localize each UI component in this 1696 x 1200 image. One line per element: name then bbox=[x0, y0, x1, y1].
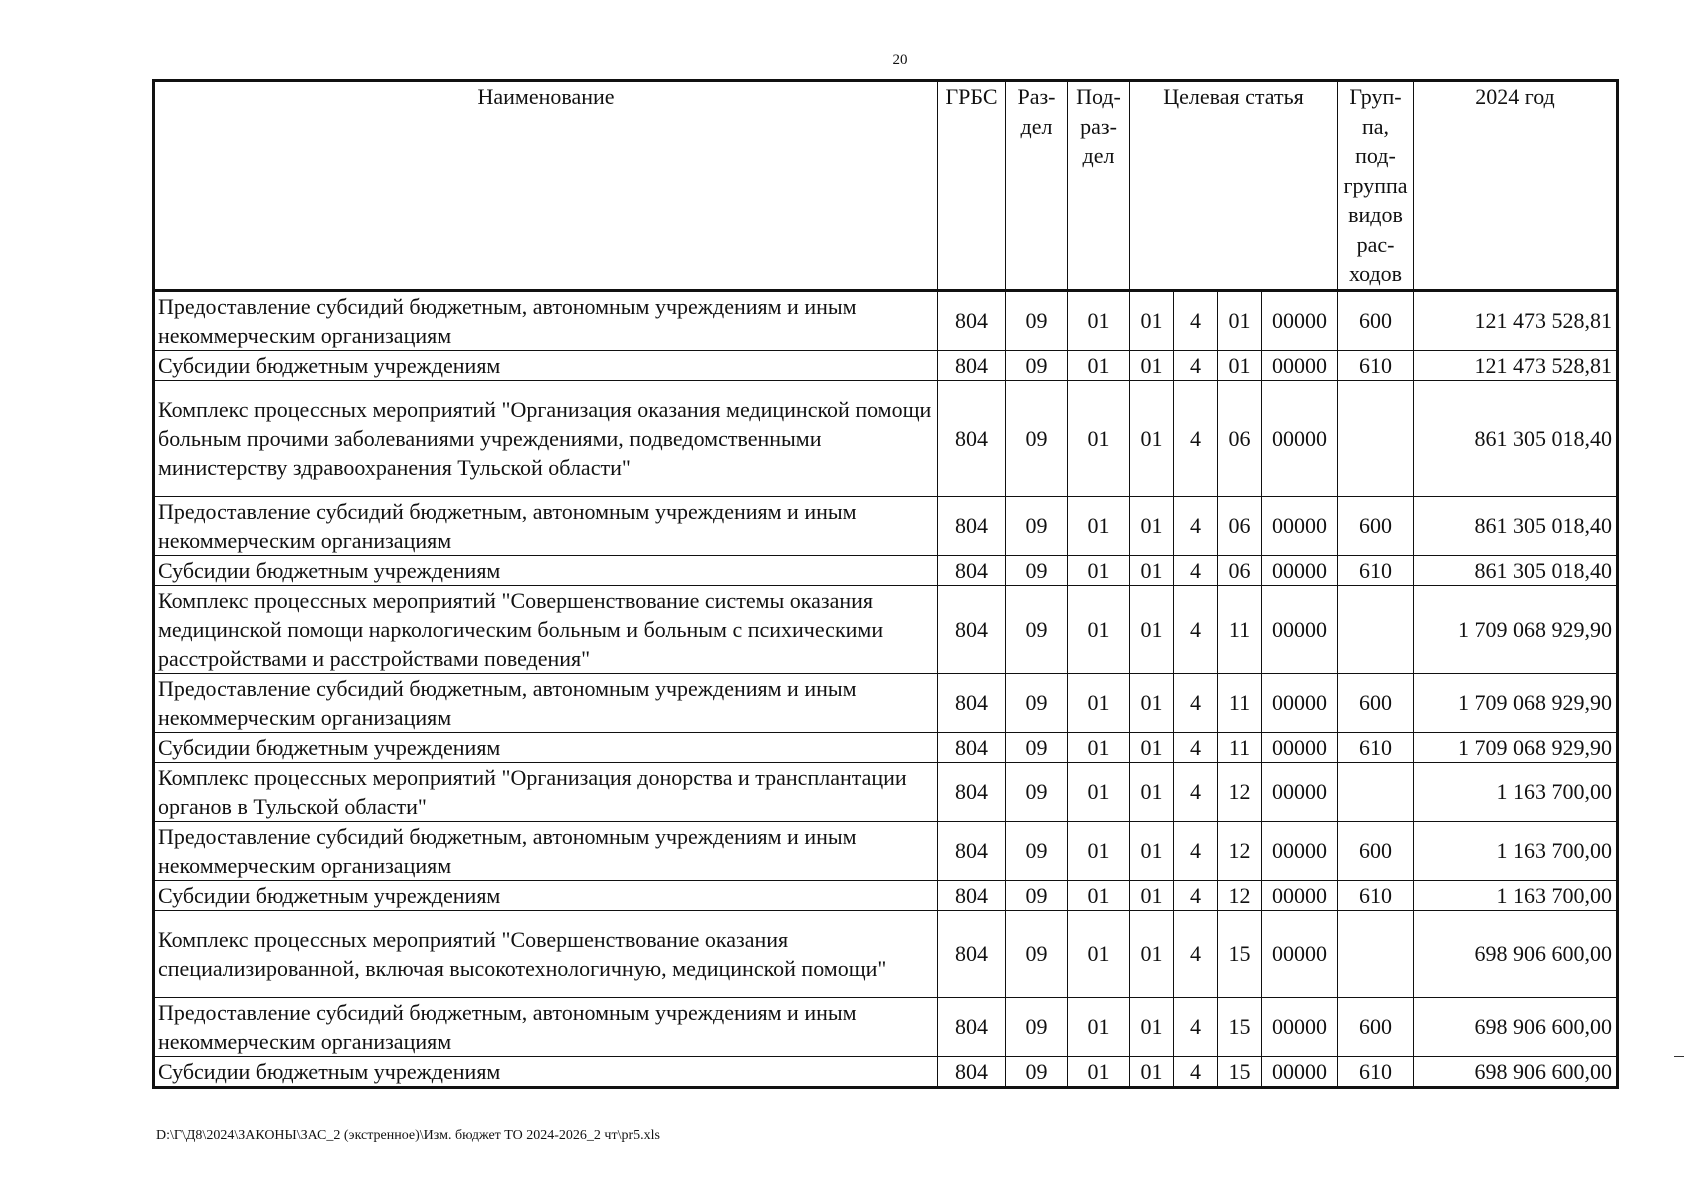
cell-name: Предоставление субсидий бюджетным, автономным учреждениям и иным некоммерческим организациям bbox=[154, 496, 938, 555]
cell-podrazdel: 01 bbox=[1068, 880, 1130, 910]
cell-target-complex: 11 bbox=[1218, 585, 1262, 673]
cell-amount-2024: 1 163 700,00 bbox=[1414, 821, 1618, 880]
cell-podrazdel: 01 bbox=[1068, 1056, 1130, 1087]
cell-name: Комплекс процессных мероприятий "Организация оказания медицинской помощи больным прочими заболеваниями учреждениями, подведомственными министерству здравоохранения Тульской области" bbox=[154, 380, 938, 496]
cell-name: Субсидии бюджетным учреждениям bbox=[154, 1056, 938, 1087]
cell-podrazdel: 01 bbox=[1068, 380, 1130, 496]
cell-target-program: 01 bbox=[1130, 1056, 1174, 1087]
cell-target-complex: 11 bbox=[1218, 732, 1262, 762]
header-target-article: Целевая статья bbox=[1130, 81, 1338, 291]
cell-razdel: 09 bbox=[1006, 762, 1068, 821]
cell-amount-2024: 698 906 600,00 bbox=[1414, 1056, 1618, 1087]
cell-name: Предоставление субсидий бюджетным, автономным учреждениям и иным некоммерческим организациям bbox=[154, 821, 938, 880]
cell-podrazdel: 01 bbox=[1068, 997, 1130, 1056]
cell-podrazdel: 01 bbox=[1068, 732, 1130, 762]
cell-target-type: 4 bbox=[1174, 821, 1218, 880]
cell-grbs: 804 bbox=[938, 762, 1006, 821]
cell-target-program: 01 bbox=[1130, 673, 1174, 732]
cell-target-complex: 12 bbox=[1218, 762, 1262, 821]
cell-podrazdel: 01 bbox=[1068, 555, 1130, 585]
cell-name: Комплекс процессных мероприятий "Совершенствование системы оказания медицинской помощи наркологическим больным и больным с психическими расстройствами и расстройствами поведения" bbox=[154, 585, 938, 673]
table-row bbox=[154, 821, 1618, 880]
header-grbs: ГРБС bbox=[938, 81, 1006, 291]
cell-target-type: 4 bbox=[1174, 880, 1218, 910]
cell-expense-group: 610 bbox=[1338, 555, 1414, 585]
cell-target-complex: 01 bbox=[1218, 350, 1262, 380]
cell-target-direction: 00000 bbox=[1262, 997, 1338, 1056]
cell-grbs: 804 bbox=[938, 997, 1006, 1056]
cell-razdel: 09 bbox=[1006, 555, 1068, 585]
cell-target-complex: 15 bbox=[1218, 997, 1262, 1056]
cell-razdel: 09 bbox=[1006, 1056, 1068, 1087]
cell-target-type: 4 bbox=[1174, 732, 1218, 762]
cell-name: Субсидии бюджетным учреждениям bbox=[154, 880, 938, 910]
cell-grbs: 804 bbox=[938, 673, 1006, 732]
cell-target-type: 4 bbox=[1174, 910, 1218, 997]
cell-expense-group: 600 bbox=[1338, 997, 1414, 1056]
cell-amount-2024: 861 305 018,40 bbox=[1414, 555, 1618, 585]
cell-name: Предоставление субсидий бюджетным, автономным учреждениям и иным некоммерческим организациям bbox=[154, 290, 938, 350]
cell-razdel: 09 bbox=[1006, 290, 1068, 350]
cell-podrazdel: 01 bbox=[1068, 290, 1130, 350]
cell-grbs: 804 bbox=[938, 880, 1006, 910]
cell-razdel: 09 bbox=[1006, 732, 1068, 762]
cell-grbs: 804 bbox=[938, 1056, 1006, 1087]
table-row bbox=[154, 380, 1618, 496]
cell-razdel: 09 bbox=[1006, 350, 1068, 380]
cell-name: Субсидии бюджетным учреждениям bbox=[154, 732, 938, 762]
cell-expense-group bbox=[1338, 585, 1414, 673]
table-row bbox=[154, 1056, 1618, 1087]
cell-expense-group: 600 bbox=[1338, 290, 1414, 350]
cell-name: Предоставление субсидий бюджетным, автономным учреждениям и иным некоммерческим организациям bbox=[154, 673, 938, 732]
cell-amount-2024: 1 709 068 929,90 bbox=[1414, 732, 1618, 762]
cell-target-program: 01 bbox=[1130, 555, 1174, 585]
cell-grbs: 804 bbox=[938, 821, 1006, 880]
header-row bbox=[154, 81, 1618, 291]
header-podrazdel: Под- раз- дел bbox=[1068, 81, 1130, 291]
table-row bbox=[154, 732, 1618, 762]
table-row bbox=[154, 290, 1618, 350]
cell-target-program: 01 bbox=[1130, 910, 1174, 997]
cell-target-type: 4 bbox=[1174, 585, 1218, 673]
cell-target-type: 4 bbox=[1174, 997, 1218, 1056]
cell-amount-2024: 121 473 528,81 bbox=[1414, 290, 1618, 350]
cell-target-direction: 00000 bbox=[1262, 880, 1338, 910]
cell-target-complex: 15 bbox=[1218, 910, 1262, 997]
cell-target-direction: 00000 bbox=[1262, 555, 1338, 585]
table-row bbox=[154, 673, 1618, 732]
cell-grbs: 804 bbox=[938, 496, 1006, 555]
cell-name: Комплекс процессных мероприятий "Совершенствование оказания специализированной, включая высокотехнологичную, медицинской помощи" bbox=[154, 910, 938, 997]
cell-podrazdel: 01 bbox=[1068, 585, 1130, 673]
cell-target-complex: 06 bbox=[1218, 380, 1262, 496]
cell-target-program: 01 bbox=[1130, 350, 1174, 380]
cell-target-complex: 12 bbox=[1218, 821, 1262, 880]
cell-razdel: 09 bbox=[1006, 880, 1068, 910]
cell-target-direction: 00000 bbox=[1262, 821, 1338, 880]
cell-grbs: 804 bbox=[938, 380, 1006, 496]
cell-expense-group: 600 bbox=[1338, 821, 1414, 880]
header-razdel: Раз- дел bbox=[1006, 81, 1068, 291]
table-row bbox=[154, 585, 1618, 673]
cell-target-direction: 00000 bbox=[1262, 290, 1338, 350]
budget-table bbox=[152, 79, 1619, 1089]
cell-target-program: 01 bbox=[1130, 997, 1174, 1056]
cell-amount-2024: 861 305 018,40 bbox=[1414, 380, 1618, 496]
cell-target-type: 4 bbox=[1174, 380, 1218, 496]
cell-name: Субсидии бюджетным учреждениям bbox=[154, 350, 938, 380]
cell-target-direction: 00000 bbox=[1262, 350, 1338, 380]
cell-target-type: 4 bbox=[1174, 496, 1218, 555]
cell-razdel: 09 bbox=[1006, 380, 1068, 496]
cell-target-direction: 00000 bbox=[1262, 673, 1338, 732]
cell-target-type: 4 bbox=[1174, 290, 1218, 350]
cell-podrazdel: 01 bbox=[1068, 673, 1130, 732]
cell-expense-group: 610 bbox=[1338, 880, 1414, 910]
cell-grbs: 804 bbox=[938, 555, 1006, 585]
cell-target-program: 01 bbox=[1130, 821, 1174, 880]
cell-expense-group bbox=[1338, 762, 1414, 821]
cell-target-program: 01 bbox=[1130, 380, 1174, 496]
table-row bbox=[154, 880, 1618, 910]
table-row bbox=[154, 555, 1618, 585]
cell-expense-group: 600 bbox=[1338, 496, 1414, 555]
cell-grbs: 804 bbox=[938, 732, 1006, 762]
cell-target-complex: 01 bbox=[1218, 290, 1262, 350]
table-row bbox=[154, 997, 1618, 1056]
cell-podrazdel: 01 bbox=[1068, 762, 1130, 821]
cell-target-direction: 00000 bbox=[1262, 732, 1338, 762]
table-row bbox=[154, 350, 1618, 380]
table-row bbox=[154, 762, 1618, 821]
cell-target-direction: 00000 bbox=[1262, 380, 1338, 496]
cell-target-type: 4 bbox=[1174, 350, 1218, 380]
cell-name: Комплекс процессных мероприятий "Организация донорства и трансплантации органов в Тульской области" bbox=[154, 762, 938, 821]
cell-target-complex: 15 bbox=[1218, 1056, 1262, 1087]
cell-expense-group: 610 bbox=[1338, 732, 1414, 762]
cell-target-complex: 12 bbox=[1218, 880, 1262, 910]
cell-target-complex: 06 bbox=[1218, 555, 1262, 585]
header-expense-group: Груп- па, под- группа видов рас- ходов bbox=[1338, 81, 1414, 291]
cell-razdel: 09 bbox=[1006, 997, 1068, 1056]
cell-grbs: 804 bbox=[938, 290, 1006, 350]
cell-amount-2024: 698 906 600,00 bbox=[1414, 997, 1618, 1056]
cell-target-type: 4 bbox=[1174, 555, 1218, 585]
cell-expense-group bbox=[1338, 910, 1414, 997]
cell-target-program: 01 bbox=[1130, 290, 1174, 350]
cell-amount-2024: 1 709 068 929,90 bbox=[1414, 673, 1618, 732]
cell-razdel: 09 bbox=[1006, 673, 1068, 732]
cell-target-direction: 00000 bbox=[1262, 585, 1338, 673]
cell-target-type: 4 bbox=[1174, 1056, 1218, 1087]
margin-mark bbox=[1674, 1056, 1684, 1057]
cell-amount-2024: 698 906 600,00 bbox=[1414, 910, 1618, 997]
cell-target-program: 01 bbox=[1130, 880, 1174, 910]
cell-amount-2024: 861 305 018,40 bbox=[1414, 496, 1618, 555]
cell-amount-2024: 1 163 700,00 bbox=[1414, 762, 1618, 821]
cell-target-direction: 00000 bbox=[1262, 1056, 1338, 1087]
cell-expense-group bbox=[1338, 380, 1414, 496]
cell-target-complex: 11 bbox=[1218, 673, 1262, 732]
file-path-footer: D:\Г\Д8\2024\ЗАКОНЫ\ЗАС_2 (экстренное)\Изм. бюджет ТО 2024-2026_2 чт\pr5.xls bbox=[156, 1128, 660, 1143]
cell-amount-2024: 1 163 700,00 bbox=[1414, 880, 1618, 910]
cell-target-type: 4 bbox=[1174, 673, 1218, 732]
cell-podrazdel: 01 bbox=[1068, 821, 1130, 880]
cell-grbs: 804 bbox=[938, 350, 1006, 380]
header-name: Наименование bbox=[154, 81, 938, 291]
table-row bbox=[154, 496, 1618, 555]
cell-grbs: 804 bbox=[938, 585, 1006, 673]
cell-razdel: 09 bbox=[1006, 821, 1068, 880]
cell-target-direction: 00000 bbox=[1262, 910, 1338, 997]
cell-razdel: 09 bbox=[1006, 585, 1068, 673]
cell-name: Предоставление субсидий бюджетным, автономным учреждениям и иным некоммерческим организациям bbox=[154, 997, 938, 1056]
cell-amount-2024: 1 709 068 929,90 bbox=[1414, 585, 1618, 673]
cell-expense-group: 600 bbox=[1338, 673, 1414, 732]
cell-razdel: 09 bbox=[1006, 910, 1068, 997]
cell-expense-group: 610 bbox=[1338, 350, 1414, 380]
cell-target-program: 01 bbox=[1130, 732, 1174, 762]
cell-target-type: 4 bbox=[1174, 762, 1218, 821]
cell-target-direction: 00000 bbox=[1262, 762, 1338, 821]
table-body bbox=[154, 290, 1618, 1087]
page-number: 20 bbox=[892, 52, 908, 68]
cell-razdel: 09 bbox=[1006, 496, 1068, 555]
cell-target-program: 01 bbox=[1130, 762, 1174, 821]
cell-amount-2024: 121 473 528,81 bbox=[1414, 350, 1618, 380]
table-row bbox=[154, 910, 1618, 997]
cell-target-program: 01 bbox=[1130, 585, 1174, 673]
cell-name: Субсидии бюджетным учреждениям bbox=[154, 555, 938, 585]
cell-podrazdel: 01 bbox=[1068, 496, 1130, 555]
cell-target-complex: 06 bbox=[1218, 496, 1262, 555]
header-year-2024: 2024 год bbox=[1414, 81, 1618, 291]
cell-expense-group: 610 bbox=[1338, 1056, 1414, 1087]
cell-grbs: 804 bbox=[938, 910, 1006, 997]
cell-podrazdel: 01 bbox=[1068, 350, 1130, 380]
cell-target-program: 01 bbox=[1130, 496, 1174, 555]
cell-target-direction: 00000 bbox=[1262, 496, 1338, 555]
cell-podrazdel: 01 bbox=[1068, 910, 1130, 997]
